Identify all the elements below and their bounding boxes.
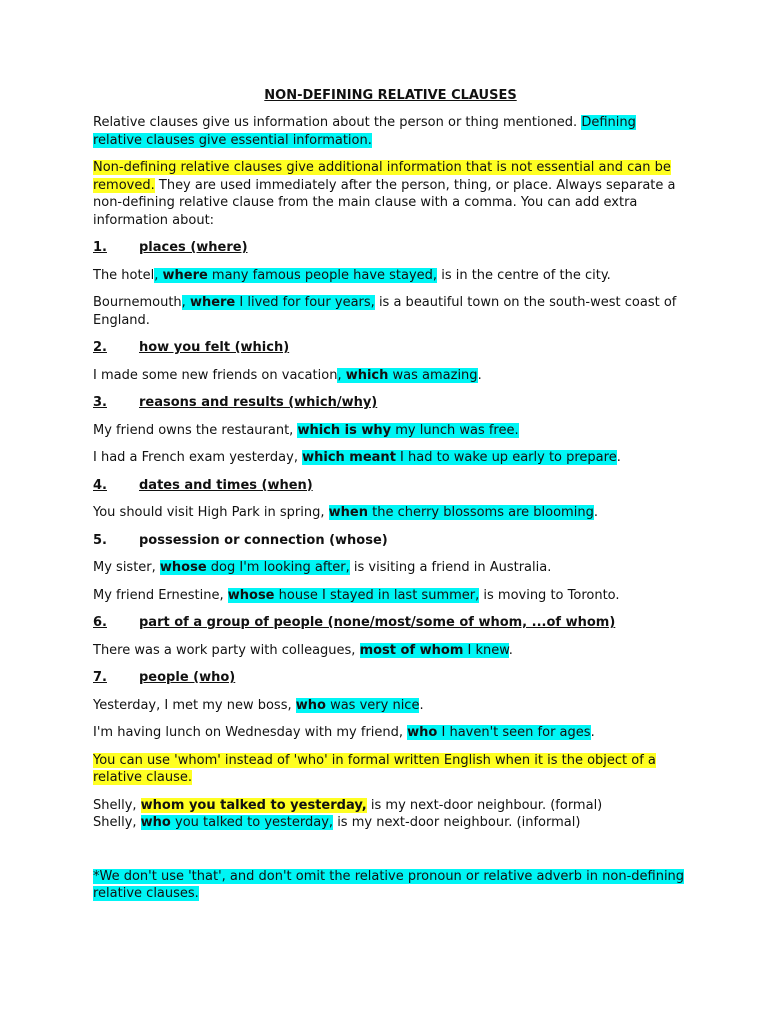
nondefining-paragraph (93, 159, 688, 229)
example-highlight (297, 423, 518, 438)
example-comma: , (154, 267, 163, 283)
example-highlight (360, 643, 509, 658)
example-highlight (228, 588, 480, 603)
clause-text: house I stayed in last summer, (274, 587, 480, 603)
relative-clause-highlight: whom you talked to yesterday, (140, 797, 367, 813)
example-friends (93, 367, 688, 385)
clause-text: I had to wake up early to prepare (395, 450, 617, 465)
intro-text: Relative clauses give us information about the person or thing mentioned. (93, 115, 582, 130)
example-text: is moving to Toronto. (479, 587, 620, 603)
section-heading-2 (93, 339, 688, 357)
example-sister (93, 559, 688, 577)
clause-text: the cherry blossoms are blooming (367, 505, 594, 520)
section-heading-5 (93, 532, 688, 550)
example-text: . (616, 450, 621, 465)
page-title: NON-DEFINING RELATIVE CLAUSES (264, 88, 517, 103)
footnote-highlight: *We don't use 'that', and don't omit the relative pronoun or relative adverb in non-defining relative clauses. (93, 868, 685, 901)
section-number: 7. (93, 670, 107, 685)
clause-text: my lunch was free. (391, 422, 519, 438)
section-label: reasons and results (which/why) (139, 395, 378, 410)
clause-text: I haven't seen for ages (437, 725, 591, 740)
example-text: My sister, (93, 560, 160, 575)
intro-highlight: Defining relative clauses give essential information. (93, 115, 636, 148)
section-heading-7 (93, 669, 688, 687)
section-number: 5. (93, 532, 107, 548)
example-text: There was a work party with colleagues, (93, 642, 360, 658)
example-text: . (590, 725, 595, 740)
example-text: I'm having lunch on Wednesday with my friend, (93, 725, 408, 740)
clause-text: I knew (463, 642, 509, 658)
example-text: Yesterday, I met my new boss, (93, 697, 296, 713)
example-text: is visiting a friend in Australia. (349, 560, 552, 575)
example-ernestine (93, 587, 688, 605)
example-exam (93, 449, 688, 467)
section-label: possession or connection (whose) (139, 532, 388, 548)
relative-word: whose (159, 560, 207, 575)
section-label: people (who) (139, 670, 236, 685)
example-highlight (407, 725, 590, 740)
example-text: Shelly, (93, 797, 141, 813)
section-number: 4. (93, 477, 107, 493)
relative-word: whose (227, 587, 275, 603)
clause-text: you talked to yesterday, (170, 815, 334, 830)
example-text: The hotel (93, 267, 155, 283)
relative-word: where (162, 267, 208, 283)
section-label: part of a group of people (none/most/some of whom, ...of whom) (139, 615, 616, 630)
example-text: is in the centre of the city. (437, 267, 611, 283)
relative-word: which (345, 367, 389, 383)
example-comma: , (337, 367, 346, 383)
example-text: I made some new friends on vacation (93, 367, 338, 383)
example-highlight (154, 268, 437, 283)
example-text: . (419, 697, 424, 713)
clause-text: was amazing (388, 367, 478, 383)
clause-text: many famous people have stayed, (207, 267, 438, 283)
example-park (93, 504, 688, 522)
example-text: Shelly, (93, 815, 141, 830)
example-highlight (302, 450, 617, 465)
section-number: 6. (93, 615, 107, 630)
example-text: . (508, 642, 513, 658)
section-number: 3. (93, 395, 107, 410)
example-restaurant (93, 422, 688, 440)
example-text: . (477, 367, 482, 383)
example-shelly-informal (93, 814, 688, 832)
example-text: I had a French exam yesterday, (93, 450, 303, 465)
footnote (93, 868, 688, 903)
clause-text: I lived for four years, (235, 295, 375, 310)
relative-word: who (295, 697, 326, 713)
relative-word: which is why (297, 422, 392, 438)
relative-word: when (328, 505, 368, 520)
example-bournemouth (93, 294, 688, 329)
example-comma: , (181, 295, 190, 310)
clause-text: was very nice (325, 697, 420, 713)
example-highlight (337, 368, 477, 383)
section-heading-4 (93, 477, 688, 495)
relative-word: most of whom (359, 642, 464, 658)
example-text: Bournemouth (93, 295, 182, 310)
relative-word: where (189, 295, 236, 310)
example-text: . (593, 505, 598, 520)
example-text: My friend owns the restaurant, (93, 422, 298, 438)
section-heading-1 (93, 239, 688, 257)
example-text: My friend Ernestine, (93, 587, 228, 603)
example-text: is my next-door neighbour. (informal) (333, 815, 581, 830)
clause-text: dog I'm looking after, (206, 560, 350, 575)
example-text: is a beautiful town on the south-west coast of England. (93, 295, 677, 328)
example-highlight (182, 295, 375, 310)
relative-word: who (407, 725, 438, 740)
example-highlight (296, 698, 420, 713)
section-number: 2. (93, 340, 107, 355)
section-heading-6 (93, 614, 688, 632)
relative-word: which meant (302, 450, 396, 465)
example-shelly-formal (93, 797, 688, 815)
section-number: 1. (93, 240, 107, 255)
whom-note (93, 752, 688, 787)
relative-word: who (140, 815, 171, 830)
example-boss (93, 697, 688, 715)
example-highlight (160, 560, 350, 575)
example-party (93, 642, 688, 660)
example-text: is my next-door neighbour. (formal) (366, 797, 603, 813)
example-hotel (93, 267, 688, 285)
example-highlight (141, 815, 333, 830)
example-highlight (329, 505, 594, 520)
section-label: how you felt (which) (139, 340, 290, 355)
section-heading-3 (93, 394, 688, 412)
nondefining-text: They are used immediately after the person, thing, or place. Always separate a non-defining relative clause from the main clause with a comma. You can add extra information about: (93, 177, 676, 228)
nondefining-highlight: Non-defining relative clauses give additional information that is not essential and can be removed. (93, 160, 671, 193)
example-text: You should visit High Park in spring, (93, 505, 329, 520)
intro-paragraph (93, 114, 688, 149)
example-lunch (93, 724, 688, 742)
section-label: places (where) (139, 240, 248, 255)
whom-note-highlight: You can use 'whom' instead of 'who' in formal written English when it is the object of a relative clause. (93, 752, 656, 785)
section-label: dates and times (when) (139, 477, 313, 493)
